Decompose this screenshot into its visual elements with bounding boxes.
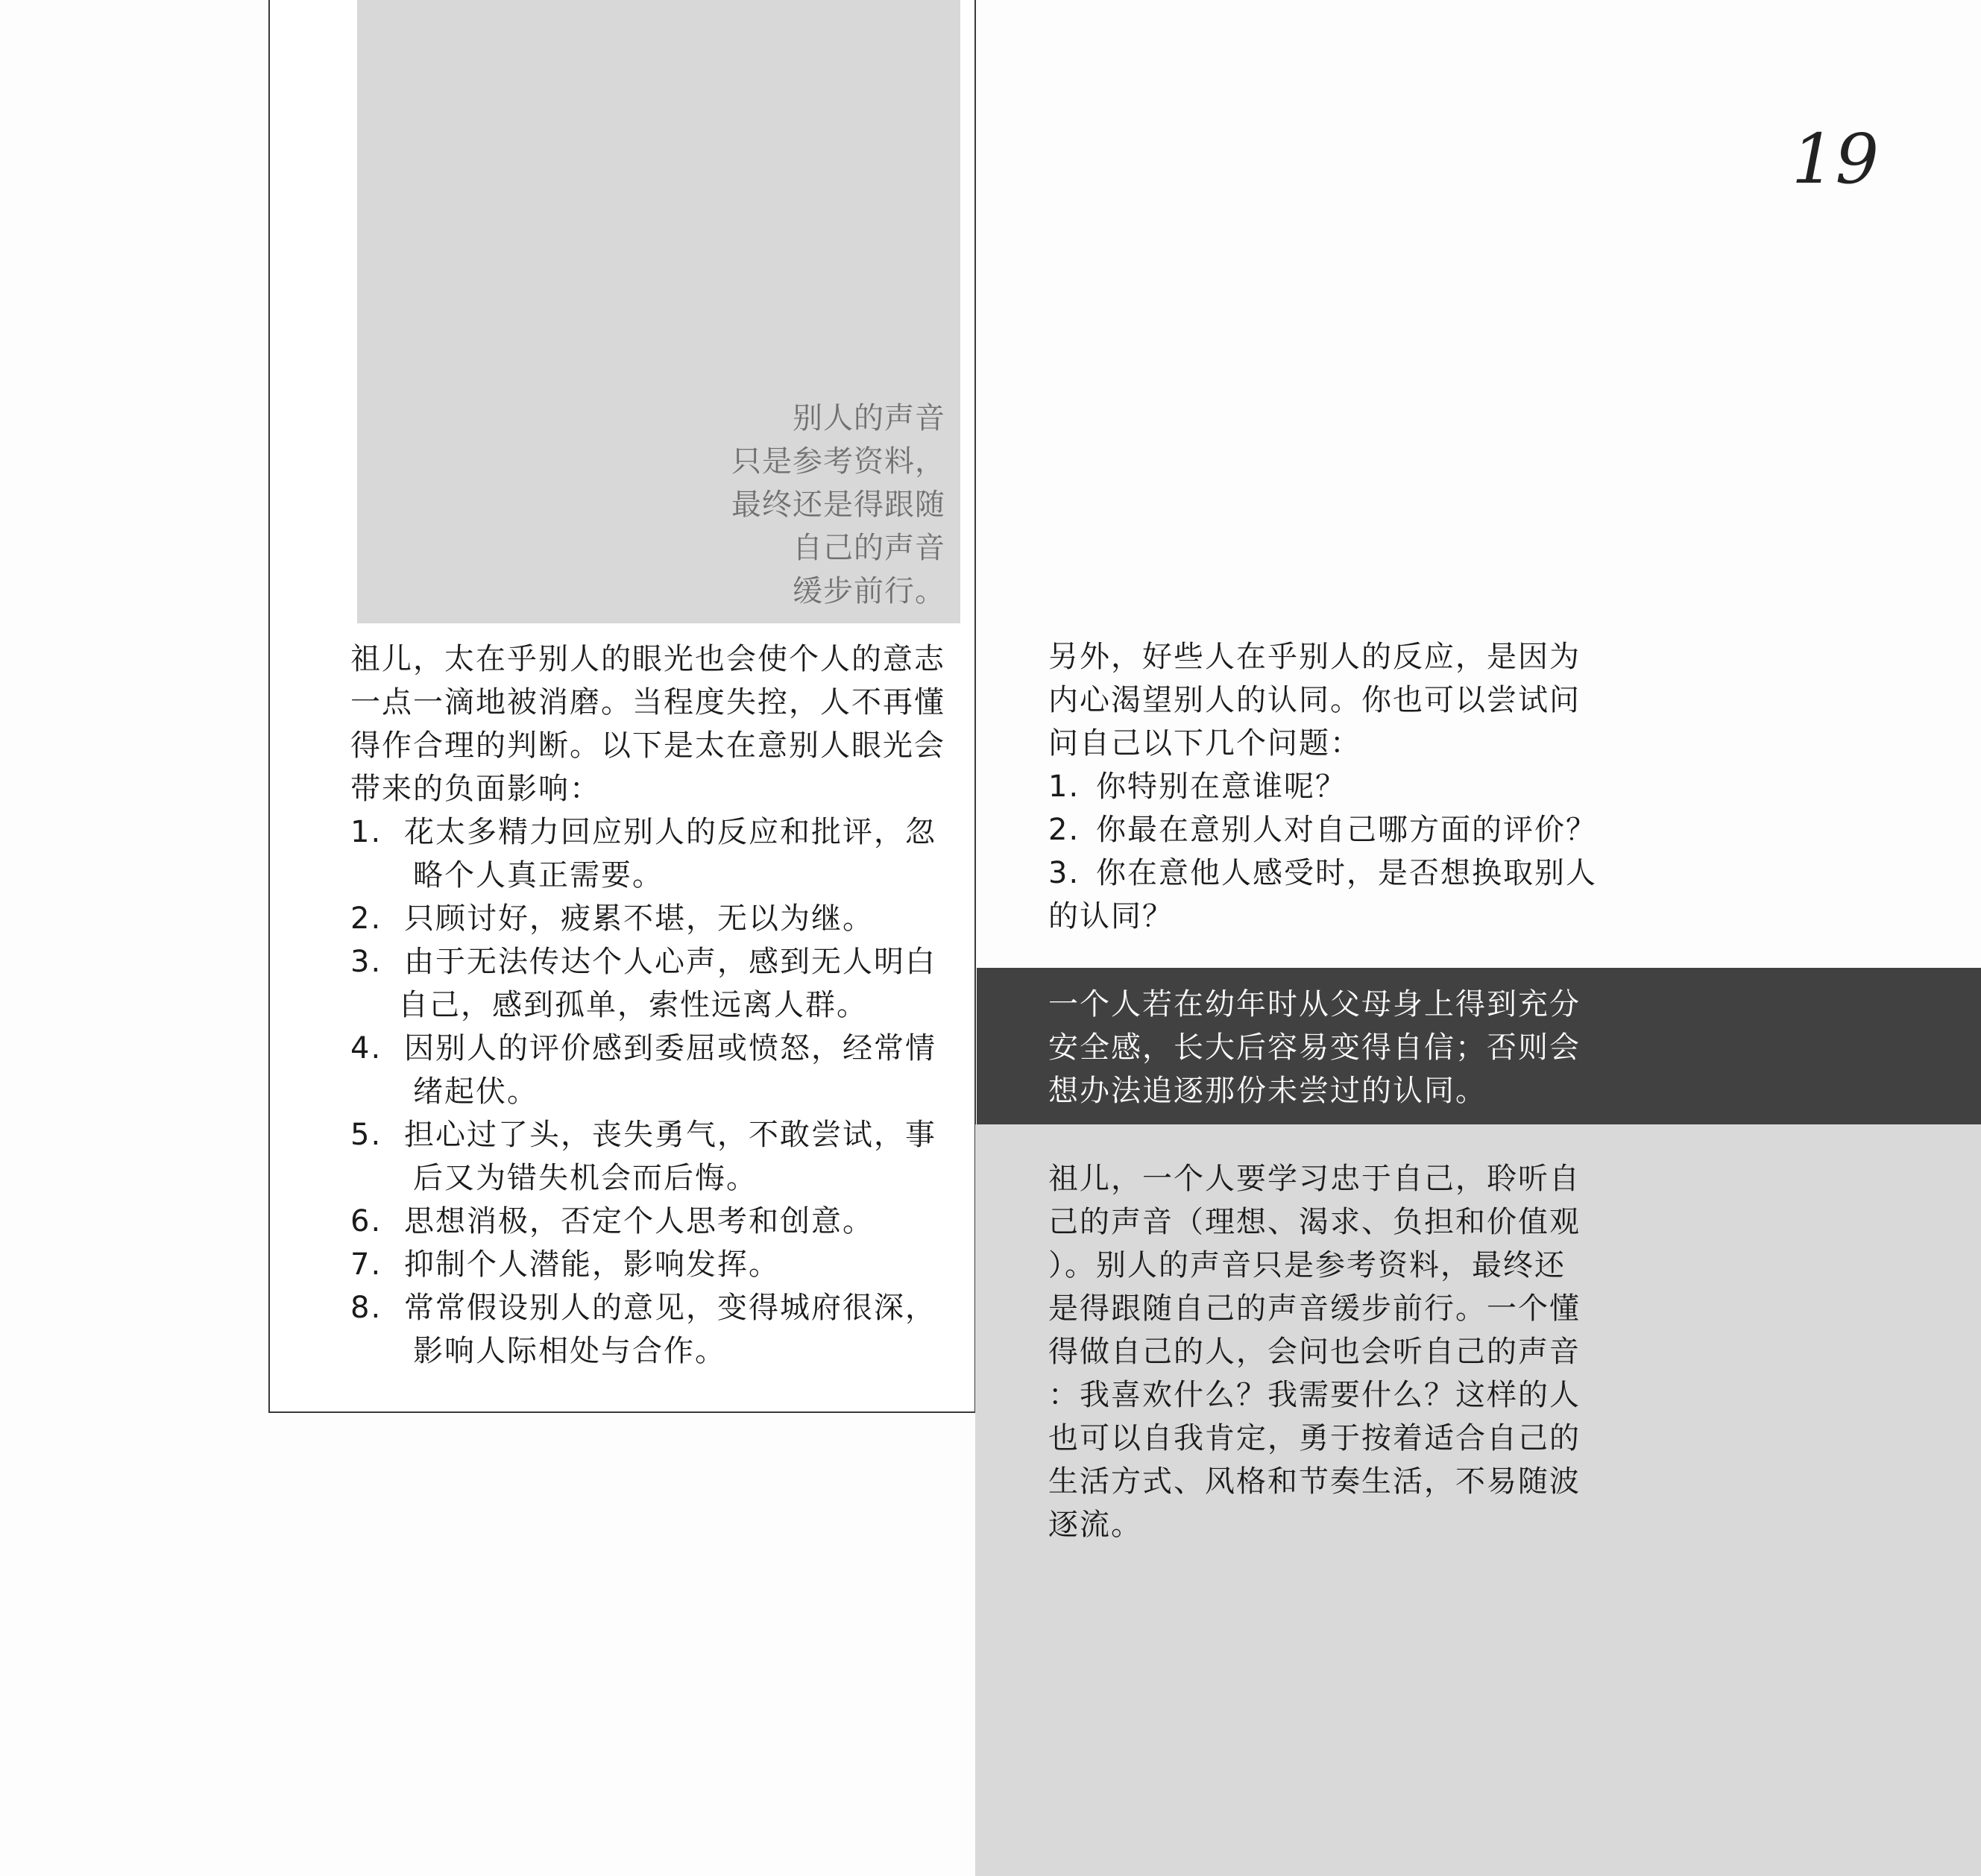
list-item xyxy=(350,1113,969,1200)
list-item xyxy=(350,810,969,897)
list-text xyxy=(404,1243,941,1286)
list-text: 你在意他人感受时，是否想换取别人 xyxy=(1096,856,1597,890)
text-line: 自己，感到孤单，索性远离人群。 xyxy=(398,988,868,1022)
list-text xyxy=(404,897,941,940)
list-number: 3. xyxy=(350,945,382,979)
text-line: 担心过了头，丧失勇气，不敢尝试，事 xyxy=(404,1118,936,1152)
text-line: 己的声音（理想、渴求、负担和价值观 xyxy=(1048,1205,1581,1239)
text-line: 因别人的评价感到委屈或愤怒，经常情 xyxy=(404,1031,936,1066)
list-item xyxy=(1048,852,1615,895)
sidebar-quote xyxy=(731,397,945,613)
quote-line: 只是参考资料， xyxy=(731,444,945,479)
list-text xyxy=(404,1027,941,1113)
list-number: 3. xyxy=(1048,856,1080,890)
text-line: 后又为错失机会而后悔。 xyxy=(413,1161,758,1195)
text-line: 逐流。 xyxy=(1048,1508,1142,1542)
list-item xyxy=(350,1286,969,1373)
list-number: 2. xyxy=(1048,813,1080,847)
text-line: 是得跟随自己的声音缓步前行。一个懂 xyxy=(1048,1291,1581,1326)
text-line: 得作合理的判断。以下是太在意别人眼光会 xyxy=(350,728,945,763)
list-item xyxy=(350,1200,969,1243)
text-line: 影响人际相处与合作。 xyxy=(413,1334,726,1368)
list-number: 5. xyxy=(350,1118,382,1152)
list-text: 你特别在意谁呢？ xyxy=(1096,769,1347,804)
quote-line: 别人的声音 xyxy=(793,401,945,435)
text-line: 另外，好些人在乎别人的反应，是因为 xyxy=(1048,640,1581,674)
questions-intro xyxy=(1048,635,1615,765)
list-text xyxy=(404,1286,941,1373)
text-line: 花太多精力回应别人的反应和批评，忽 xyxy=(404,815,936,849)
text-line: 的认同？ xyxy=(1048,899,1174,934)
self-questions-list xyxy=(1048,765,1615,895)
text-line: 得做自己的人，会问也会听自己的声音 xyxy=(1048,1335,1581,1369)
right-column-text xyxy=(1048,635,1615,938)
list-text xyxy=(404,1200,941,1243)
list-item xyxy=(350,940,969,1027)
text-line: 只顾讨好，疲累不堪，无以为继。 xyxy=(404,901,874,936)
list-item xyxy=(350,1027,969,1113)
list-text xyxy=(404,1113,941,1200)
list-number: 4. xyxy=(350,1031,382,1066)
text-line: 略个人真正需要。 xyxy=(413,858,664,893)
text-line: 祖儿，一个人要学习忠于自己，聆听自 xyxy=(1048,1162,1581,1196)
intro-paragraph xyxy=(350,638,969,810)
highlight-text xyxy=(1048,983,1615,1112)
list-item xyxy=(350,897,969,940)
page-number: 19 xyxy=(1791,119,1879,199)
text-line: 想办法追逐那份未尝过的认同。 xyxy=(1048,1074,1487,1108)
photo-placeholder xyxy=(357,0,960,623)
list-text: 你最在意别人对自己哪方面的评价？ xyxy=(1096,813,1597,847)
quote-line: 自己的声音 xyxy=(793,531,945,565)
text-line: 绪起伏。 xyxy=(413,1074,538,1109)
list-number: 6. xyxy=(350,1204,382,1238)
list-number: 1. xyxy=(1048,769,1080,804)
text-line: 祖儿，太在乎别人的眼光也会使个人的意志 xyxy=(350,642,945,676)
text-line: 带来的负面影响： xyxy=(350,772,601,806)
list-number: 1. xyxy=(350,815,382,849)
text-line: 常常假设别人的意见，变得城府很深， xyxy=(404,1291,936,1325)
text-line: 思想消极，否定个人思考和创意。 xyxy=(404,1204,874,1238)
closing-text xyxy=(1048,1157,1615,1546)
text-line: 抑制个人潜能，影响发挥。 xyxy=(404,1247,780,1282)
list-text xyxy=(404,810,941,897)
text-line: 也可以自我肯定，勇于按着适合自己的 xyxy=(1048,1421,1581,1455)
quote-line: 最终还是得跟随 xyxy=(731,488,945,522)
text-line: 安全感，长大后容易变得自信；否则会 xyxy=(1048,1030,1581,1065)
negative-effects-list xyxy=(350,810,969,1373)
left-column-text xyxy=(350,638,969,1373)
text-line: 生活方式、风格和节奏生活，不易随波 xyxy=(1048,1464,1581,1499)
list-number: 7. xyxy=(350,1247,382,1282)
text-line: 一个人若在幼年时从父母身上得到充分 xyxy=(1048,987,1581,1022)
list-item xyxy=(1048,808,1615,852)
text-line: 一点一滴地被消磨。当程度失控，人不再懂 xyxy=(350,685,945,720)
text-line: 由于无法传达个人心声，感到无人明白 xyxy=(404,945,936,979)
list-number: 8. xyxy=(350,1291,382,1325)
text-line: ：我喜欢什么？我需要什么？这样的人 xyxy=(1048,1378,1581,1412)
text-line: ）。别人的声音只是参考资料，最终还 xyxy=(1048,1248,1566,1282)
text-line: 问自己以下几个问题： xyxy=(1048,726,1361,761)
quote-line: 缓步前行。 xyxy=(793,574,945,608)
text-line: 内心渴望别人的认同。你也可以尝试问 xyxy=(1048,683,1581,717)
list-item xyxy=(350,1243,969,1286)
list-text xyxy=(398,940,941,1027)
list-item xyxy=(1048,765,1615,808)
list-number: 2. xyxy=(350,901,382,936)
